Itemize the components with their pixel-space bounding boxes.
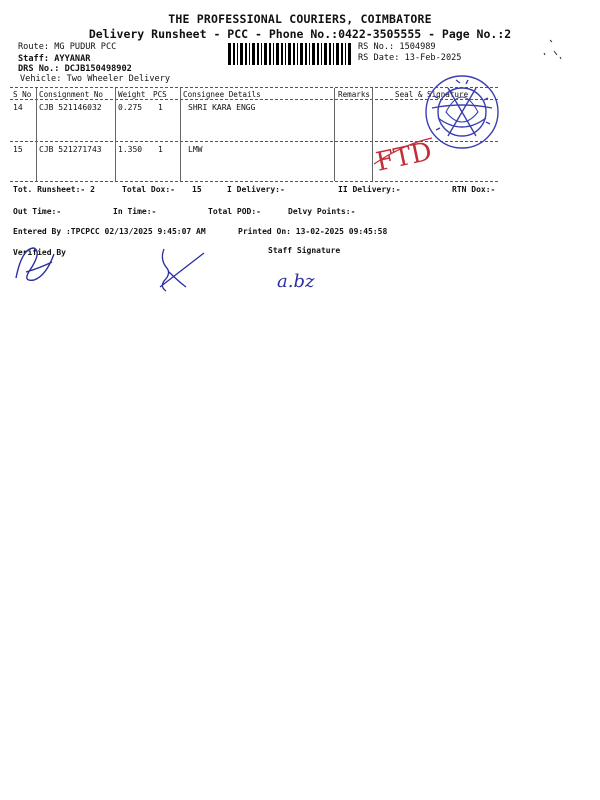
out-time-label: Out Time:- — [13, 207, 62, 216]
barcode-bar — [228, 43, 231, 65]
pen-signature — [150, 245, 215, 295]
barcode-bar — [249, 43, 250, 65]
printed-on: Printed On: 13-02-2025 09:45:58 — [238, 227, 388, 236]
col-header-seal: Seal & Signature — [395, 90, 469, 99]
row-weight: 1.350 — [118, 145, 143, 154]
barcode-bar — [288, 43, 291, 65]
col-header-consignee: Consignee Details — [183, 90, 261, 99]
col-header-remarks: Remarks — [338, 90, 371, 99]
barcode-bar — [276, 43, 279, 65]
barcode-bar — [297, 43, 298, 65]
barcode-bar — [264, 43, 267, 65]
barcode-bar — [233, 43, 235, 65]
delvy-points-label: Delvy Points:- — [288, 207, 356, 216]
total-dox-label: Total Dox:- — [122, 185, 175, 194]
barcode-bar — [273, 43, 274, 65]
barcode-bar — [321, 43, 322, 65]
column-divider — [334, 88, 335, 181]
barcode-bar — [261, 43, 262, 65]
barcode-bar — [257, 43, 259, 65]
pen-mark — [530, 35, 570, 75]
barcode-bar — [329, 43, 331, 65]
barcode-bar — [333, 43, 334, 65]
barcode-bar — [245, 43, 247, 65]
entered-by: Entered By :TPCPCC 02/13/2025 9:45:07 AM — [13, 227, 206, 236]
vehicle-label: Vehicle: Two Wheeler Delivery — [20, 74, 171, 84]
rs-date: RS Date: 13-Feb-2025 — [358, 53, 462, 63]
ii-delivery-label: II Delivery:- — [338, 185, 401, 194]
column-divider — [115, 88, 116, 181]
staff-label: Staff: AYYANAR — [18, 54, 91, 64]
i-delivery-label: I Delivery:- — [227, 185, 285, 194]
barcode-bar — [252, 43, 255, 65]
barcode-bar — [345, 43, 346, 65]
barcode-bar — [237, 43, 238, 65]
barcode-bar — [281, 43, 283, 65]
barcode-bar — [312, 43, 315, 65]
verifier-signature — [10, 238, 70, 288]
rtn-dox-label: RTN Dox:- — [452, 185, 496, 194]
tot-runsheet: Tot. Runsheet:- 2 — [13, 185, 95, 194]
total-dox-value: 15 — [192, 185, 202, 194]
staff-signature-label: Staff Signature — [268, 246, 341, 255]
rs-number: RS No.: 1504989 — [358, 42, 436, 52]
row-consignee: LMW — [188, 145, 203, 154]
staff-sign-text: a.bz — [277, 271, 315, 292]
col-header-sno: S No — [13, 90, 32, 99]
total-pod-label: Total POD:- — [208, 207, 261, 216]
verified-by-label: Verified By — [13, 248, 66, 257]
in-time-label: In Time:- — [113, 207, 157, 216]
col-header-pcs: PCS — [153, 90, 167, 99]
row-consignee: SHRI KARA ENGG — [188, 103, 256, 112]
document-subtitle: Delivery Runsheet - PCC - Phone No.:0422-3505555 - Page No.:2 — [88, 27, 512, 41]
staff-signature — [275, 265, 345, 295]
barcode-bar — [341, 43, 343, 65]
barcode-bar — [285, 43, 286, 65]
handwritten-remark — [370, 128, 440, 178]
barcode-bar — [348, 43, 351, 65]
row-consignment: CJB 521146032 — [39, 103, 102, 112]
remark-text: FTD — [373, 136, 435, 178]
barcode-bar — [317, 43, 319, 65]
barcode-bar — [240, 43, 243, 65]
table-bottom-border — [10, 181, 498, 182]
row-pcs: 1 — [158, 145, 163, 154]
row-sno: 15 — [13, 145, 23, 154]
barcode-bar — [300, 43, 303, 65]
column-divider — [36, 88, 37, 181]
col-header-weight: Weight — [118, 90, 146, 99]
route-label: Route: MG PUDUR PCC — [18, 42, 117, 52]
barcode-bar — [293, 43, 295, 65]
barcode-bar — [269, 43, 271, 65]
company-title: THE PROFESSIONAL COURIERS, COIMBATORE — [168, 12, 432, 26]
row-weight: 0.275 — [118, 103, 143, 112]
barcode-bar — [336, 43, 339, 65]
row-consignment: CJB 521271743 — [39, 145, 102, 154]
drs-number: DRS No.: DCJB150498902 — [18, 64, 132, 74]
barcode-bar — [309, 43, 310, 65]
barcode-bar — [324, 43, 327, 65]
column-divider — [180, 88, 181, 181]
barcode — [228, 43, 353, 65]
barcode-bar — [305, 43, 307, 65]
col-header-consignment: Consignment No — [39, 90, 104, 99]
row-pcs: 1 — [158, 103, 163, 112]
row-sno: 14 — [13, 103, 23, 112]
